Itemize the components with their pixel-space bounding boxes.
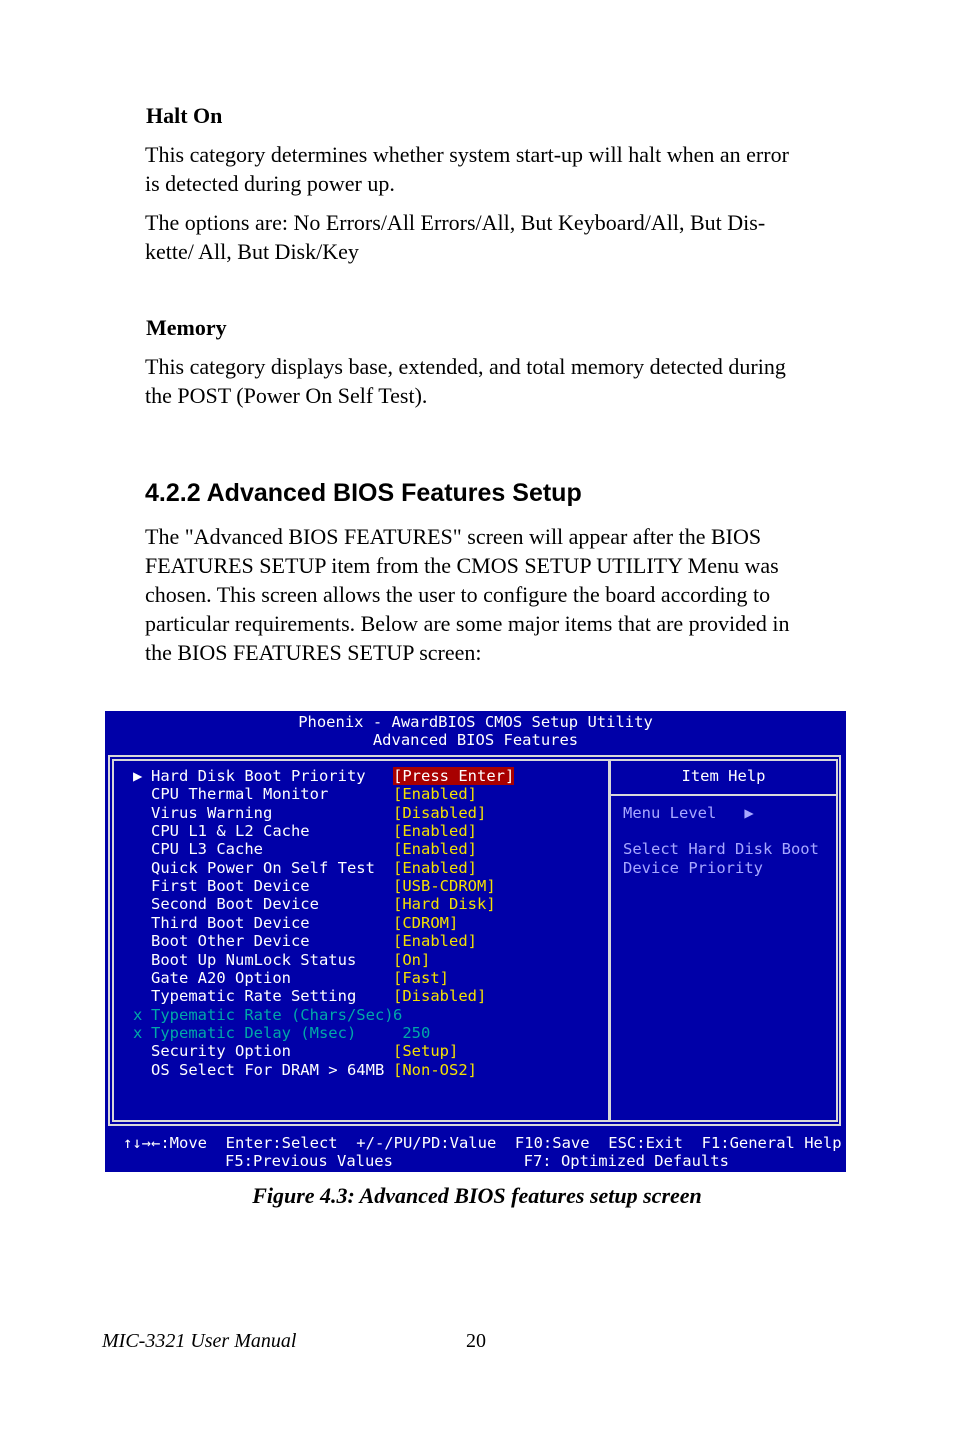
bios-setting-value[interactable] xyxy=(393,767,514,785)
bios-setting-label: Hard Disk Boot Priority xyxy=(151,767,366,785)
bios-page-title: Advanced BIOS Features xyxy=(372,731,579,749)
bios-setting-label: Third Boot Device xyxy=(151,913,310,932)
bios-setting-value[interactable]: [Enabled] xyxy=(393,858,477,877)
section-title: 4.2.2 Advanced BIOS Features Setup xyxy=(145,479,582,507)
bios-setting-label: OS Select For DRAM > 64MB xyxy=(151,1060,385,1079)
bios-setting-value[interactable]: [Fast] xyxy=(393,968,449,987)
menu-level-label: Menu Level ▶ xyxy=(623,804,754,822)
bios-setting-label: Boot Other Device xyxy=(151,932,310,951)
bios-setting-label: CPU Thermal Monitor xyxy=(151,785,329,804)
bios-setting-value[interactable]: [Enabled] xyxy=(393,840,477,859)
bios-setting-label: Second Boot Device xyxy=(151,895,319,914)
bios-setting-value[interactable]: [USB-CDROM] xyxy=(393,877,496,896)
bios-setting-label: CPU L1 & L2 Cache xyxy=(151,822,310,841)
disabled-mark: x xyxy=(133,1023,143,1042)
bios-setting-label: Virus Warning xyxy=(151,803,273,822)
bios-setting-label: Typematic Delay (Msec) xyxy=(151,1023,357,1042)
memory-description: This category displays base, extended, and total memory detected during the POST (Power On Self Test). xyxy=(145,354,786,408)
bios-setting-value[interactable]: 250 xyxy=(393,1023,431,1042)
page-number: 20 xyxy=(466,1330,486,1352)
bios-setting-label: Typematic Rate Setting xyxy=(151,987,357,1006)
halt-on-heading: Halt On xyxy=(146,103,223,128)
bios-screen xyxy=(105,711,846,1172)
bios-setting-label: Typematic Rate (Chars/Sec) xyxy=(151,1005,394,1024)
bios-setting-value[interactable]: [Non-OS2] xyxy=(393,1060,477,1079)
bios-setting-value[interactable]: [Disabled] xyxy=(393,803,487,822)
bios-setting-label: First Boot Device xyxy=(151,877,310,896)
section-description: The "Advanced BIOS FEATURES" screen will appear after the BIOS FEATURES SETUP item from the CMOS SETUP UTILITY Menu was chosen. This screen allows the user to configure the board according to particular requirements. Below are some major items that are provided in the BIOS FEATURES SETUP screen: xyxy=(145,524,790,665)
bios-setting-value[interactable]: [Enabled] xyxy=(393,785,477,804)
item-help-title: Item Help xyxy=(681,767,766,785)
manual-name: MIC-3321 User Manual xyxy=(102,1330,297,1352)
submenu-arrow-icon: ▶ xyxy=(133,767,143,785)
bios-setting-value[interactable]: [Setup] xyxy=(393,1042,459,1061)
bios-setting-value[interactable]: 6 xyxy=(393,1005,403,1024)
bios-setting-value[interactable]: [Enabled] xyxy=(393,822,477,841)
bios-setting-label: Gate A20 Option xyxy=(151,968,291,987)
disabled-mark: x xyxy=(133,1005,143,1024)
bios-setting-value[interactable]: [On] xyxy=(393,950,431,969)
bios-setting-value[interactable]: [Hard Disk] xyxy=(393,895,496,914)
help-line-1: Select Hard Disk Boot xyxy=(623,840,819,858)
bios-utility-title: Phoenix - AwardBIOS CMOS Setup Utility xyxy=(298,713,653,731)
memory-heading: Memory xyxy=(146,315,227,340)
bios-setting-label: CPU L3 Cache xyxy=(151,840,263,859)
bios-key-legend-2: F5:Previous Values F7: Optimized Defaults xyxy=(225,1152,729,1170)
bios-key-legend-1: ↑↓→←:Move Enter:Select +/-/PU/PD:Value F10:Save ESC:Exit F1:General Help xyxy=(123,1134,842,1152)
halt-on-description: This category determines whether system start-up will halt when an error is detected during power up. xyxy=(145,142,789,196)
figure-caption: Figure 4.3: Advanced BIOS features setup screen xyxy=(252,1183,702,1208)
bios-setting-label: Boot Up NumLock Status xyxy=(151,950,357,969)
help-line-2: Device Priority xyxy=(623,859,763,877)
bios-setting-value[interactable]: [Disabled] xyxy=(393,987,487,1006)
halt-on-options: The options are: No Errors/All Errors/All, But Keyboard/All, But Dis- kette/ All, But Disk/Key xyxy=(145,210,766,264)
bios-setting-label: Security Option xyxy=(151,1042,291,1061)
selected-value-text: [Press Enter] xyxy=(393,767,515,785)
bios-setting-label: Quick Power On Self Test xyxy=(151,858,375,877)
bios-setting-value[interactable]: [CDROM] xyxy=(393,913,459,932)
help-divider xyxy=(609,794,838,796)
bios-setting-value[interactable]: [Enabled] xyxy=(393,932,477,951)
